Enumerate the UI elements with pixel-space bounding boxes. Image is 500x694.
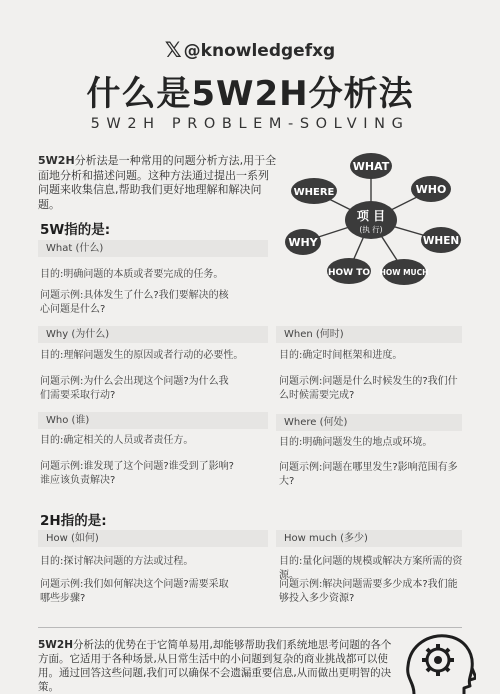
what-example: 问题示例:具体发生了什么?我们要解决的核心问题是什么? — [40, 290, 229, 315]
node-howto-label: HOW TO — [327, 268, 371, 278]
node-howmuch-label: HOW MUCH — [379, 268, 429, 277]
node-who — [411, 176, 451, 202]
five-w-title: 5W指的是: — [40, 222, 111, 238]
page-title: 什么是5W2H分析法 — [86, 74, 414, 114]
page-subtitle: 5W2H PROBLEM-SOLVING — [90, 116, 410, 132]
5w2h-diagram — [285, 148, 470, 288]
handle-text: @knowledgefxg — [183, 41, 336, 61]
node-why-label: WHY — [288, 236, 318, 249]
why-goal: 目的:理解问题发生的原因或者行动的必要性。 — [40, 350, 244, 361]
why-heading: Why (为什么) — [38, 326, 268, 343]
node-when — [421, 227, 461, 253]
node-howto — [327, 258, 371, 284]
node-what-label: WHAT — [352, 160, 390, 173]
when-goal: 目的:确定时间框架和进度。 — [279, 350, 403, 361]
author-handle — [0, 38, 500, 62]
intro-bold: 5W2H — [38, 154, 75, 167]
howmuch-example: 问题示例:解决问题需要多少成本?我们能够投入多少资源? — [279, 579, 458, 604]
node-what — [350, 153, 392, 179]
how-example: 问题示例:我们如何解决这个问题?需要采取哪些步骤? — [40, 579, 229, 604]
who-heading: Who (谁) — [38, 412, 268, 429]
intro-text: 分析法是一种常用的问题分析方法,用于全面地分析和描述问题。这种方法通过提出一系列问题来收集信息,帮助我们更好地理解和解决问题。 — [38, 154, 277, 211]
node-center-label: 项 目 — [356, 209, 386, 223]
where-heading: Where (何处) — [276, 414, 462, 431]
when-heading: When (何时) — [276, 326, 462, 343]
intro-paragraph — [38, 154, 278, 212]
node-center — [345, 201, 397, 239]
node-who-label: WHO — [415, 183, 447, 196]
who-example: 问题示例:谁发现了这个问题?谁受到了影响?谁应该负责解决? — [40, 461, 234, 486]
node-why — [285, 229, 321, 255]
howmuch-goal: 目的:量化问题的规模或解决方案所需的资源。 — [279, 556, 463, 581]
who-goal: 目的:确定相关的人员或者责任方。 — [40, 435, 194, 446]
howmuch-heading: How much (多少) — [276, 530, 462, 547]
summary-text: 分析法的优势在于它简单易用,却能够帮助我们系统地思考问题的各个方面。它适用于各种场景,从日常生活中的小问题到复杂的商业挑战都可以使用。通过回答这些问题,我们可以确保不会遗漏重要信息,从而做出更明智的决策。 — [38, 639, 392, 693]
where-example: 问题示例:问题在哪里发生?影响范围有多大? — [279, 462, 458, 487]
summary-bold: 5W2H — [38, 639, 73, 651]
how-heading: How (如何) — [38, 530, 268, 547]
gear-icon — [422, 644, 454, 676]
node-howmuch — [380, 259, 429, 285]
what-goal: 目的:明确问题的本质或者要完成的任务。 — [40, 269, 224, 280]
what-heading: What (什么) — [38, 240, 268, 257]
node-center-sublabel: (执 行) — [359, 225, 383, 234]
head-gear-icon — [398, 632, 476, 694]
summary-paragraph — [38, 638, 398, 694]
where-goal: 目的:明确问题发生的地点或环境。 — [279, 437, 433, 448]
node-where-label: WHERE — [293, 187, 335, 198]
x-logo-icon: 𝕏 — [164, 38, 182, 62]
when-example: 问题示例:问题是什么时候发生的?我们什么时候需要完成? — [279, 376, 458, 401]
node-when-label: WHEN — [422, 235, 460, 247]
two-h-title: 2H指的是: — [40, 513, 107, 529]
section-divider — [38, 627, 462, 628]
why-example: 问题示例:为什么会出现这个问题?为什么我们需要采取行动? — [40, 376, 229, 401]
how-goal: 目的:探讨解决问题的方法或过程。 — [40, 556, 194, 567]
node-where — [291, 178, 337, 204]
